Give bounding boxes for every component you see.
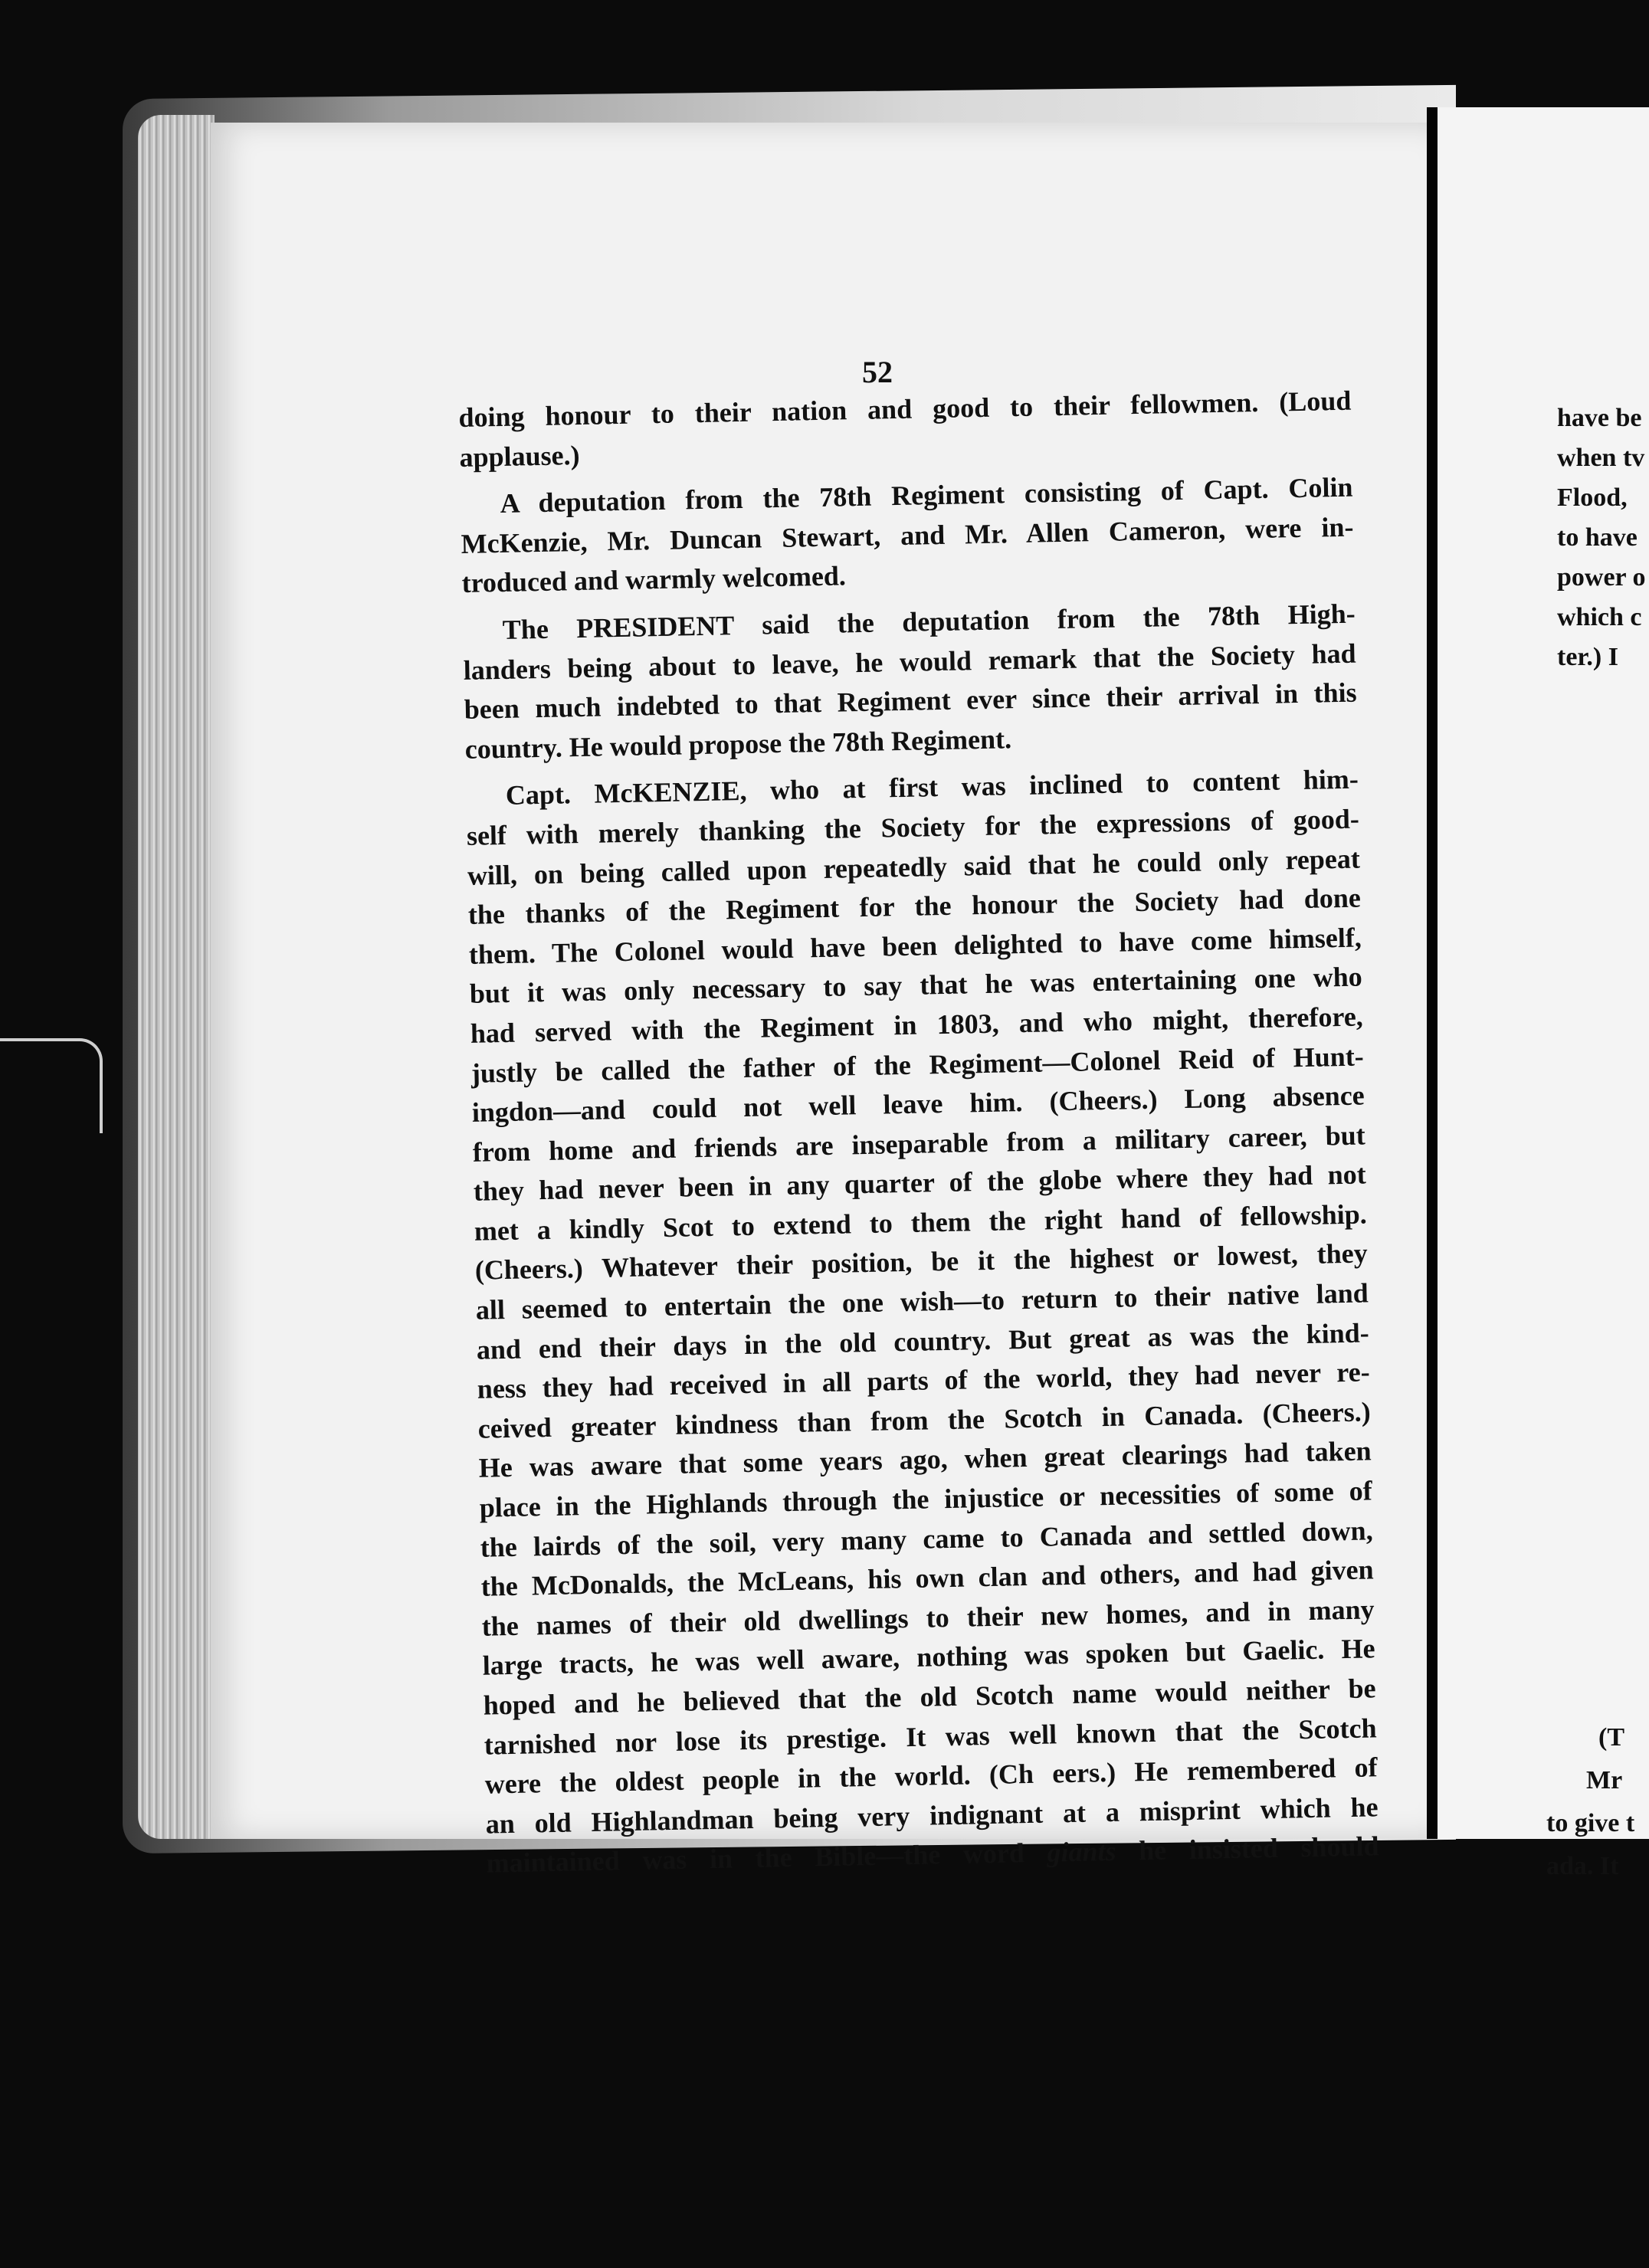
right-page-lower-text <box>1546 1716 1649 1888</box>
text-line: the thanks of the Regiment for the honour the Society had done <box>467 882 1362 930</box>
text-line: they had never been in any quarter of the globe where they had not <box>473 1159 1367 1208</box>
right-text-line: have be <box>1557 404 1642 432</box>
text-line: justly be called the father of the Regiment—Colonel Reid of Hunt- <box>470 1040 1365 1089</box>
text-line: the lairds of the soil, very many came to Canada and settled down, <box>480 1514 1373 1563</box>
right-text-line: to give t <box>1546 1809 1635 1837</box>
text-line: He was aware that some years ago, when great clearings had taken <box>478 1435 1372 1484</box>
text-line: the McDonalds, the McLeans, his own clan and others, and had given <box>480 1554 1374 1602</box>
text-line: place in the Highlands through the injustice or necessities of some of <box>479 1475 1372 1523</box>
text-line: doing honour to their nation and good to their fellowmen. (Loud <box>458 385 1352 433</box>
text-line: McKenzie, Mr. Duncan Stewart, and Mr. Allen Cameron, were in- <box>461 511 1354 559</box>
text-line: been much indebted to that Regiment ever since their arrival in this <box>464 677 1357 726</box>
text-line: landers being about to leave, he would remark that the Society had <box>463 637 1356 686</box>
right-text-line: which c <box>1557 603 1642 631</box>
right-text-line: Mr <box>1586 1766 1623 1794</box>
text-line: The PRESIDENT said the deputation from the 78th High- <box>502 598 1356 645</box>
margin-mark <box>0 1038 103 1133</box>
text-line: them. The Colonel would have been delighted to have come himself, <box>468 922 1362 970</box>
right-text-line: power o <box>1557 563 1646 592</box>
text-line: ness they had received in all parts of the world, they had never re- <box>477 1356 1370 1405</box>
page-edges <box>138 115 215 1839</box>
right-text-line: Flood, <box>1557 483 1628 512</box>
text-line: had served with the Regiment in 1803, and who might, therefore, <box>470 1001 1364 1049</box>
text-line: Capt. McKENZIE, who at first was inclined to content him- <box>505 763 1359 811</box>
text-line: self with merely thanking the Society for the expressions of good- <box>466 803 1360 851</box>
text-line: hoped and he believed that the old Scotch name would neither be <box>483 1673 1376 1721</box>
book-gutter <box>1427 107 1438 1839</box>
right-page <box>1438 107 1649 1839</box>
text-line: country. He would propose the 78th Regiment. <box>464 723 1012 765</box>
text-line: and end their days in the old country. But great as was the kind- <box>476 1317 1370 1365</box>
text-line: from home and friends are inseparable from a military career, but <box>472 1119 1366 1168</box>
right-text-line: ter.) I <box>1557 643 1618 671</box>
text-line: (Cheers.) Whatever their position, be it the highest or lowest, they <box>474 1237 1369 1286</box>
right-page-upper-text <box>1557 398 1649 677</box>
text-line: maintained was in the Bible—the word giants he insisted should <box>486 1830 1379 1880</box>
text-line: ingdon—and could not well leave him. (Cheers.) Long absence <box>471 1080 1365 1128</box>
text-line: troduced and warmly welcomed. <box>461 560 847 599</box>
right-text-line: to have <box>1557 523 1638 552</box>
text-line: were the oldest people in the world. (Ch eers.) He remembered of <box>484 1752 1378 1800</box>
right-text-line: when tv <box>1557 444 1645 472</box>
page-number: 52 <box>862 355 893 389</box>
text-line: all seemed to entertain the one wish—to return to their native land <box>475 1277 1369 1326</box>
text-line: A deputation from the 78th Regiment consisting of Capt. Colin <box>500 471 1353 519</box>
text-line: will, on being called upon repeatedly said that he could only repeat <box>467 843 1361 891</box>
text-line: but it was only necessary to say that he was entertaining one who <box>469 961 1363 1010</box>
right-text-line: ada. It <box>1546 1852 1619 1880</box>
text-line: tarnished nor lose its prestige. It was well known that the Scotch <box>484 1712 1377 1761</box>
left-page-text <box>458 382 1379 1884</box>
text-line: applause.) <box>459 439 580 473</box>
text-line: the names of their old dwellings to their new homes, and in many <box>481 1594 1375 1642</box>
text-line: an old Highlandman being very indignant at a misprint which he <box>485 1791 1379 1840</box>
text-line: large tracts, he was well aware, nothing was spoken but Gaelic. He <box>482 1633 1375 1682</box>
text-line: met a kindly Scot to extend to them the right hand of fellowship. <box>474 1198 1368 1247</box>
right-text-line: (T <box>1598 1723 1624 1752</box>
text-line: ceived greater kindness than from the Scotch in Canada. (Cheers.) <box>477 1396 1371 1444</box>
